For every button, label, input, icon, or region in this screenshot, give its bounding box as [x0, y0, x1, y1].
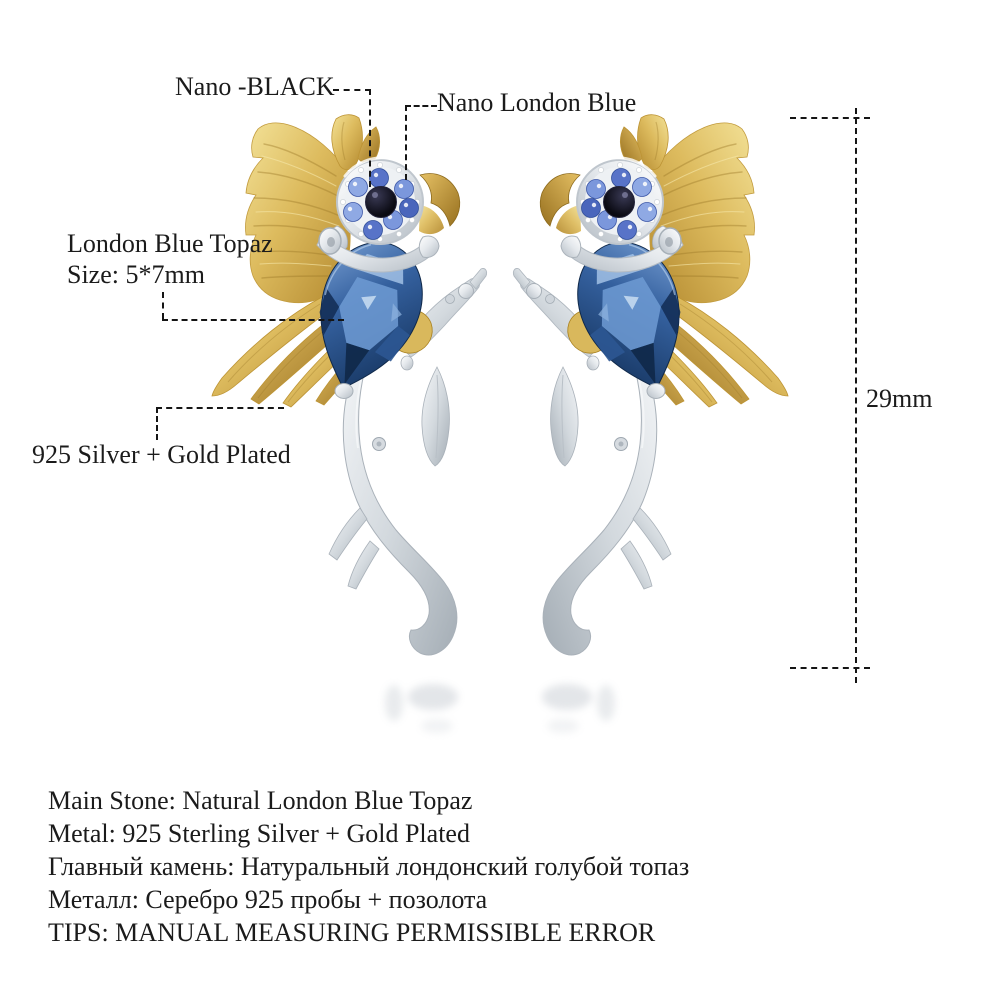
nano-london-blue-label: Nano London Blue	[437, 88, 637, 117]
metal-connector-h	[156, 407, 284, 409]
main-stone-label-line2: Size: 5*7mm	[67, 260, 205, 289]
nano-london-blue-connector-v	[405, 105, 407, 180]
height-dimension-top-tick	[790, 117, 870, 119]
height-dimension-bottom-tick	[790, 667, 870, 669]
main-stone-connector-h	[162, 319, 344, 321]
spec-text-block	[48, 784, 689, 949]
height-value-label: 29mm	[866, 384, 933, 413]
nano-black-connector-v	[369, 89, 371, 187]
nano-london-blue-connector-h	[405, 105, 437, 107]
spec-line-main-stone-ru: Главный камень: Натуральный лондонский голубой топаз	[48, 852, 690, 881]
nano-black-label: Nano -BLACK	[175, 72, 335, 101]
spec-line-metal: Metal: 925 Sterling Silver + Gold Plated	[48, 819, 470, 848]
spec-line-metal-ru: Металл: Серебро 925 пробы + позолота	[48, 885, 488, 914]
main-stone-connector-v	[162, 292, 164, 319]
height-dimension-line	[855, 108, 857, 683]
spec-line-tips: TIPS: MANUAL MEASURING PERMISSIBLE ERROR	[48, 918, 656, 947]
metal-label: 925 Silver + Gold Plated	[32, 440, 291, 469]
nano-black-connector-h	[333, 89, 371, 91]
main-stone-label	[67, 228, 273, 290]
left-earring	[212, 115, 487, 733]
metal-connector-v	[156, 407, 158, 440]
spec-line-main-stone: Main Stone: Natural London Blue Topaz	[48, 786, 473, 815]
main-stone-label-line1: London Blue Topaz	[67, 229, 273, 258]
right-earring	[513, 115, 788, 733]
